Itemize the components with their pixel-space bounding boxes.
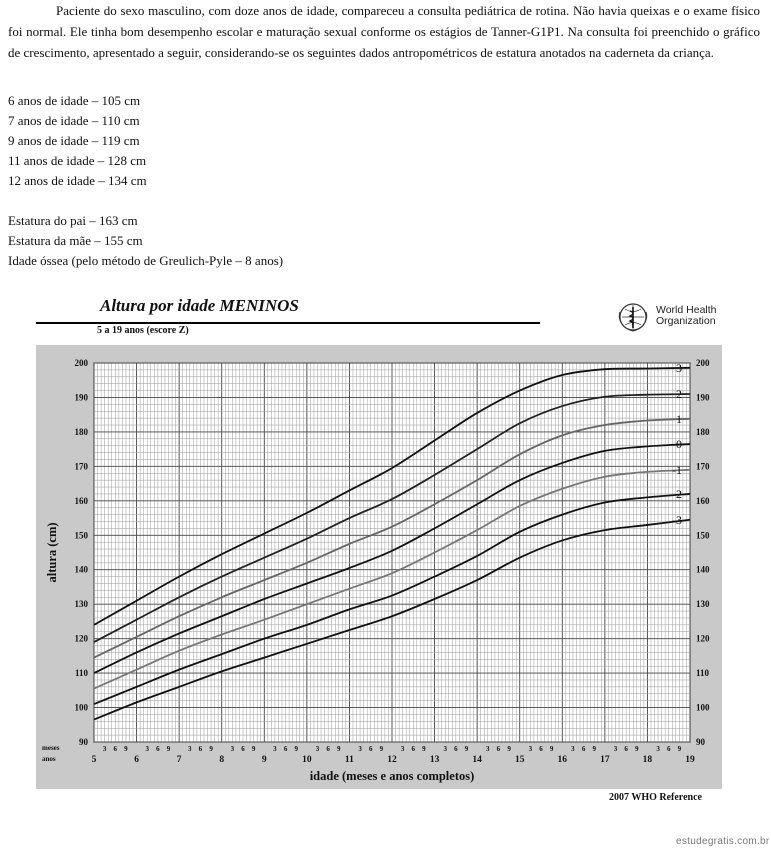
measurement-item: 7 anos de idade – 110 cm <box>8 113 140 128</box>
month-tick-label: 9 <box>677 745 682 753</box>
measurement-item: 6 anos de idade – 105 cm <box>8 93 141 108</box>
month-tick-label: 3 <box>358 745 362 753</box>
month-tick-label: 6 <box>581 745 586 753</box>
month-tick-label: 9 <box>124 745 128 753</box>
year-tick-label: 8 <box>219 755 225 765</box>
zscore-label-3: 3 <box>676 360 682 375</box>
month-tick-label: 6 <box>113 745 118 753</box>
y-tick-label-right: 170 <box>696 461 710 472</box>
y-tick-label-left: 120 <box>74 633 88 644</box>
y-tick-label-left: 170 <box>74 461 88 472</box>
measurement-item: 12 anos de idade – 134 cm <box>8 173 147 188</box>
year-tick-label: 11 <box>344 755 354 765</box>
zscore-label-1: 1 <box>676 411 682 426</box>
year-tick-label: 15 <box>514 755 525 765</box>
who-name <box>656 305 717 327</box>
y-tick-label-left: 150 <box>74 530 88 541</box>
y-tick-label-right: 150 <box>696 530 710 541</box>
parents-data-list <box>8 211 283 271</box>
month-tick-label: 3 <box>102 745 107 753</box>
month-tick-label: 3 <box>571 745 575 753</box>
month-tick-label: 9 <box>507 745 511 753</box>
y-tick-label-left: 160 <box>74 495 88 506</box>
month-tick-label: 3 <box>188 745 192 753</box>
case-paragraph: Paciente do sexo masculino, com doze anos de idade, compareceu a consulta pediátrica de rotina. Não havia queixas e o exame físico foi normal. Ele tinha bom desempenho escolar e maturação sexual conforme os estágios de Tanner-G1P1. Na consulta foi preenchido o gráfico de crescimento, apresentado a seguir, considerando-se os seguintes dados antropométricos de estatura anotados na caderneta da criança. <box>8 3 760 60</box>
y-tick-label-right: 90 <box>696 737 705 747</box>
month-tick-label: 9 <box>337 745 341 753</box>
month-tick-label: 6 <box>539 745 543 753</box>
mother-height: Estatura da mãe – 155 cm <box>8 233 143 248</box>
y-tick-label-right: 180 <box>696 426 710 437</box>
y-tick-label-right: 110 <box>696 668 710 679</box>
bone-age: Idade óssea (pelo método de Greulich-Pyle – 8 anos) <box>8 253 284 268</box>
growth-chart <box>36 345 722 789</box>
chart-title: Altura por idade MENINOS <box>100 296 299 315</box>
zscore-label--3: -3 <box>672 512 682 527</box>
x-axis-title: idade (meses e anos completos) <box>309 769 475 783</box>
year-tick-label: 12 <box>387 755 397 765</box>
zscore-label--1: -1 <box>672 462 682 477</box>
years-axis-label: anos <box>42 755 56 763</box>
month-tick-label: 9 <box>294 745 298 753</box>
chart-reference: 2007 WHO Reference <box>609 792 702 803</box>
month-tick-label: 3 <box>145 745 149 753</box>
month-tick-label: 9 <box>592 745 596 753</box>
month-tick-label: 9 <box>251 745 256 753</box>
month-tick-label: 3 <box>443 745 447 753</box>
y-tick-label-right: 160 <box>696 495 710 506</box>
month-tick-label: 3 <box>613 745 618 753</box>
y-tick-label-left: 90 <box>79 737 88 747</box>
year-tick-label: 19 <box>685 755 695 765</box>
y-tick-label-right: 140 <box>696 564 710 575</box>
chart-subtitle: 5 a 19 anos (escore Z) <box>97 325 189 336</box>
y-tick-label-right: 200 <box>696 358 710 368</box>
year-tick-label: 14 <box>472 755 482 765</box>
measurement-item: 9 anos de idade – 119 cm <box>8 133 140 148</box>
month-tick-label: 6 <box>411 745 416 753</box>
father-height: Estatura do pai – 163 cm <box>8 213 138 228</box>
year-tick-label: 6 <box>134 755 139 765</box>
who-name-line1: World Health <box>656 304 717 316</box>
y-tick-label-right: 100 <box>696 702 710 713</box>
month-tick-label: 3 <box>230 745 235 753</box>
month-tick-label: 6 <box>326 745 330 753</box>
y-tick-label-right: 120 <box>696 633 710 644</box>
y-tick-label-left: 130 <box>74 599 88 610</box>
months-axis-label: meses <box>42 744 60 752</box>
height-measurements-list <box>8 91 147 191</box>
month-tick-label: 6 <box>624 745 628 753</box>
measurement-item: 11 anos de idade – 128 cm <box>8 153 147 168</box>
year-tick-label: 13 <box>429 755 440 765</box>
month-tick-label: 9 <box>464 745 469 753</box>
site-watermark: estudegratis.com.br <box>676 836 770 847</box>
zscore-label-2: 2 <box>676 387 682 402</box>
y-tick-label-left: 180 <box>74 426 88 437</box>
month-tick-label: 9 <box>379 745 384 753</box>
y-tick-label-left: 100 <box>74 702 88 713</box>
month-tick-label: 3 <box>486 745 490 753</box>
y-tick-label-left: 190 <box>74 392 88 403</box>
month-tick-label: 6 <box>666 745 671 753</box>
month-tick-label: 9 <box>635 745 639 753</box>
year-tick-label: 16 <box>557 755 568 765</box>
month-tick-label: 9 <box>209 745 213 753</box>
growth-chart-svg <box>36 345 722 789</box>
y-axis-title: altura (cm) <box>45 522 59 583</box>
y-tick-label-left: 110 <box>74 668 88 679</box>
who-name-line2: Organization <box>656 315 716 327</box>
year-tick-label: 18 <box>642 755 653 765</box>
month-tick-label: 6 <box>496 745 501 753</box>
year-tick-label: 7 <box>176 755 182 765</box>
year-tick-label: 5 <box>91 755 97 765</box>
y-tick-label-left: 140 <box>74 564 88 575</box>
month-tick-label: 6 <box>198 745 203 753</box>
zscore-label--2: -2 <box>672 486 682 501</box>
year-tick-label: 10 <box>302 755 312 765</box>
month-tick-label: 9 <box>166 745 171 753</box>
who-emblem-icon <box>617 302 649 332</box>
y-tick-label-right: 190 <box>696 392 710 403</box>
month-tick-label: 6 <box>283 745 288 753</box>
title-divider <box>36 322 540 324</box>
y-tick-label-left: 200 <box>74 358 88 368</box>
month-tick-label: 3 <box>400 745 405 753</box>
y-tick-label-right: 130 <box>696 599 710 610</box>
month-tick-label: 6 <box>156 745 160 753</box>
year-tick-label: 9 <box>261 755 267 765</box>
month-tick-label: 9 <box>422 745 426 753</box>
month-tick-label: 6 <box>241 745 245 753</box>
who-logo-block <box>617 302 732 332</box>
month-tick-label: 3 <box>273 745 277 753</box>
month-tick-label: 3 <box>656 745 660 753</box>
zscore-label-0: 0 <box>676 436 682 451</box>
month-tick-label: 9 <box>549 745 554 753</box>
month-tick-label: 3 <box>315 745 320 753</box>
year-tick-label: 17 <box>600 755 610 765</box>
month-tick-label: 3 <box>528 745 533 753</box>
month-tick-label: 6 <box>368 745 373 753</box>
month-tick-label: 6 <box>454 745 458 753</box>
